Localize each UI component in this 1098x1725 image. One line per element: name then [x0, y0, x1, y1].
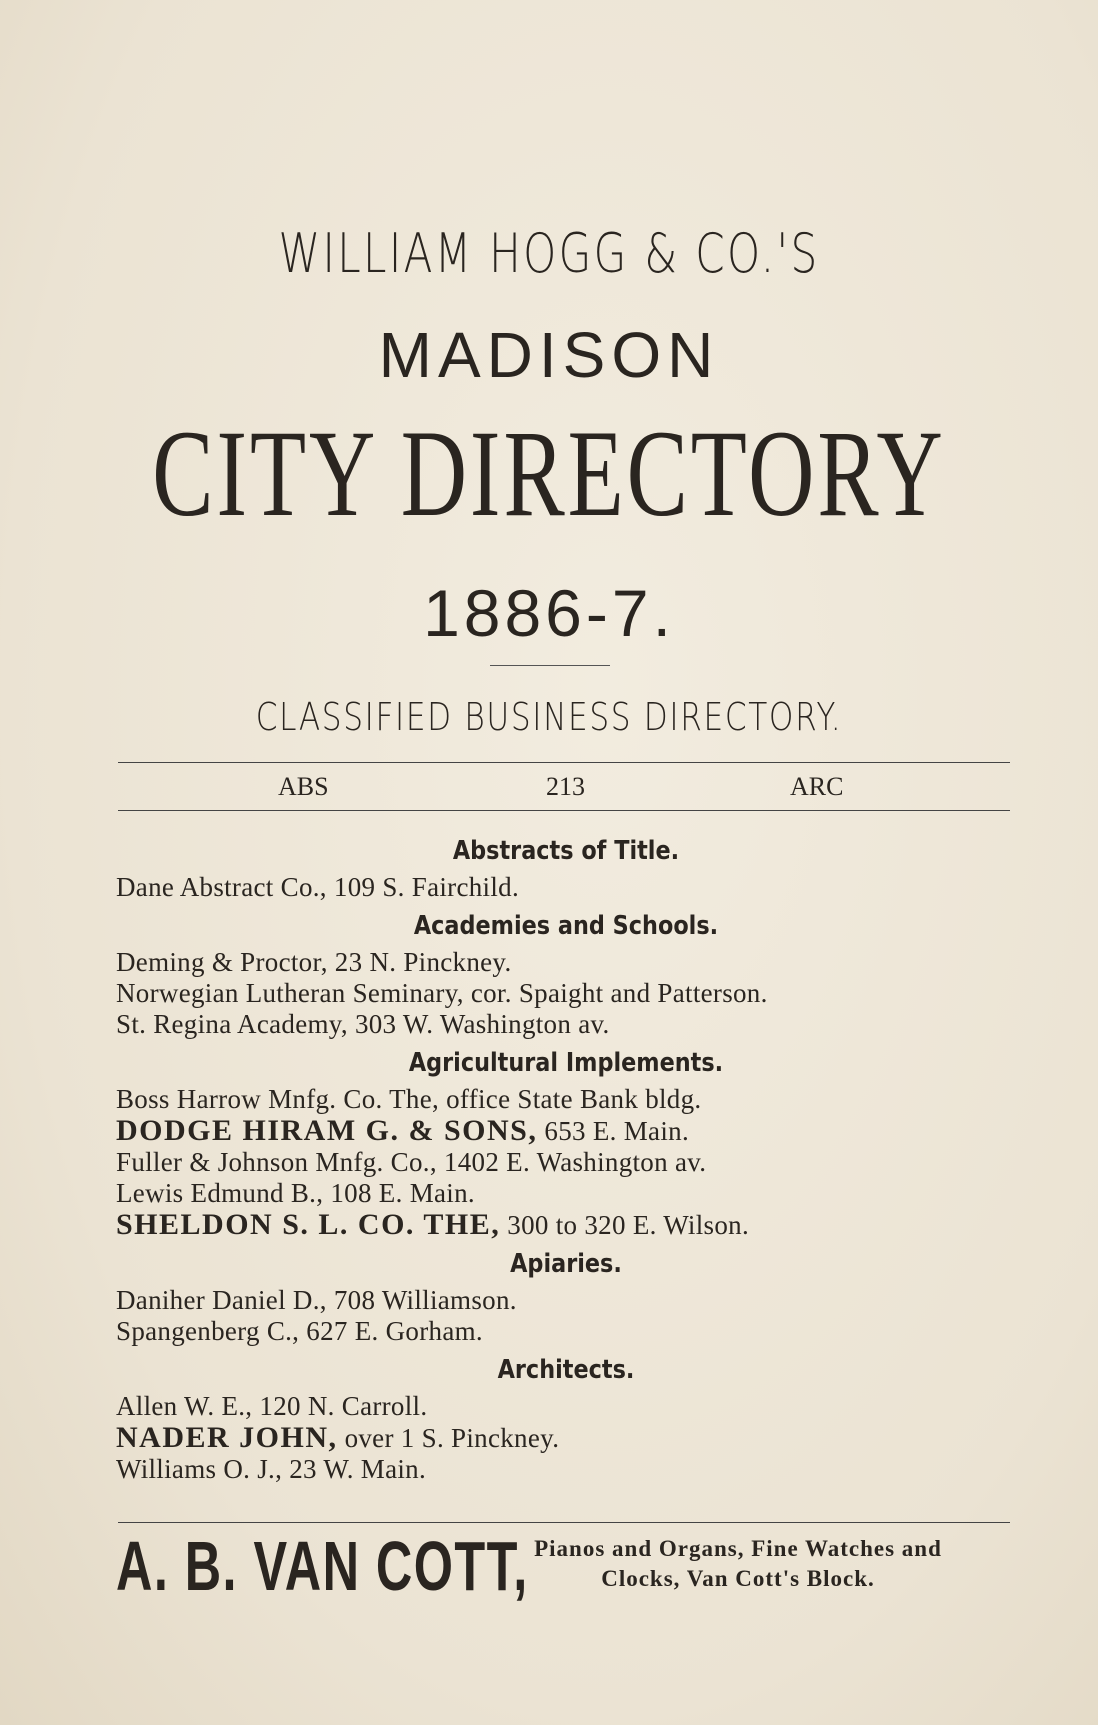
- directory-entry: [116, 872, 1016, 903]
- category-heading: Agricultural Implements.: [408, 1048, 724, 1078]
- directory-entry: [116, 1115, 1016, 1147]
- entry-address: cor. Spaight and Patterson.: [463, 978, 768, 1008]
- entry-name: Norwegian Lutheran Seminary,: [116, 978, 464, 1008]
- directory-entry: [116, 978, 1016, 1009]
- entry-address: office State Bank bldg.: [439, 1084, 702, 1114]
- entry-name: Allen W. E.,: [116, 1391, 253, 1421]
- ad-line-2: Clocks, Van Cott's Block.: [601, 1566, 875, 1591]
- section-title: CLASSIFIED BUSINESS DIRECTORY.: [255, 695, 843, 739]
- category-heading: Architects.: [497, 1355, 635, 1385]
- entry-address: 627 E. Gorham.: [299, 1316, 483, 1346]
- entry-address: 1402 E. Washington av.: [436, 1147, 707, 1177]
- entry-address: 23 N. Pinckney.: [327, 947, 512, 977]
- entry-address: 108 E. Main.: [323, 1178, 475, 1208]
- directory-entry: [116, 1285, 1016, 1316]
- ad-business-name: A. B. VAN COTT,: [116, 1527, 529, 1605]
- entry-address: over 1 S. Pinckney.: [337, 1423, 560, 1453]
- entry-name: DODGE HIRAM G. & SONS,: [116, 1114, 538, 1147]
- ad-description: [458, 1534, 1018, 1594]
- ad-rule: [118, 1522, 1010, 1523]
- entry-name: Lewis Edmund B.,: [116, 1178, 324, 1208]
- entry-name: Dane Abstract Co.,: [116, 872, 327, 902]
- entry-address: 653 E. Main.: [537, 1116, 689, 1146]
- entry-address: 120 N. Carroll.: [252, 1391, 428, 1421]
- category-heading: Apiaries.: [510, 1249, 622, 1279]
- entry-address: 708 Williamson.: [326, 1285, 517, 1315]
- category-heading: Academies and Schools.: [413, 911, 719, 941]
- title-main: CITY DIRECTORY: [152, 405, 946, 542]
- directory-entry: [116, 947, 1016, 978]
- directory-entry: [116, 1084, 1016, 1115]
- entry-name: Fuller & Johnson Mnfg. Co.,: [116, 1147, 437, 1177]
- entry-name: Daniher Daniel D.,: [116, 1285, 327, 1315]
- category-heading: Abstracts of Title.: [452, 836, 680, 866]
- business-listing: [116, 828, 1016, 1485]
- ad-line-1: Pianos and Organs, Fine Watches and: [534, 1536, 942, 1561]
- title-year: 1886-7.: [423, 576, 675, 650]
- entry-name: St. Regina Academy,: [116, 1009, 348, 1039]
- running-head-left: ABS: [278, 772, 329, 801]
- directory-entry: [116, 1178, 1016, 1209]
- page-number: 213: [546, 772, 585, 801]
- entry-address: 109 S. Fairchild.: [326, 872, 520, 902]
- title-city: MADISON: [378, 319, 720, 391]
- directory-entry: [116, 1209, 1016, 1241]
- entry-name: Williams O. J.,: [116, 1454, 283, 1484]
- title-divider: [490, 665, 610, 666]
- directory-entry: [116, 1454, 1016, 1485]
- directory-entry: [116, 1147, 1016, 1178]
- entry-address: 23 W. Main.: [282, 1454, 427, 1484]
- entry-address: 300 to 320 E. Wilson.: [500, 1210, 749, 1240]
- header-rule-top: [118, 762, 1010, 763]
- advertisement: [116, 1527, 1008, 1605]
- directory-entry: [116, 1422, 1016, 1454]
- directory-entry: [116, 1009, 1016, 1040]
- entry-name: Deming & Proctor,: [116, 947, 328, 977]
- directory-entry: [116, 1316, 1016, 1347]
- entry-name: NADER JOHN,: [116, 1421, 338, 1454]
- title-publisher: WILLIAM HOGG & CO.'S: [278, 222, 820, 285]
- header-rule-bottom: [118, 810, 1010, 811]
- entry-name: Boss Harrow Mnfg. Co. The,: [116, 1084, 440, 1114]
- entry-address: 303 W. Washington av.: [347, 1009, 610, 1039]
- directory-entry: [116, 1391, 1016, 1422]
- running-head-right: ARC: [790, 772, 844, 801]
- entry-name: SHELDON S. L. CO. THE,: [116, 1208, 501, 1241]
- entry-name: Spangenberg C.,: [116, 1316, 300, 1346]
